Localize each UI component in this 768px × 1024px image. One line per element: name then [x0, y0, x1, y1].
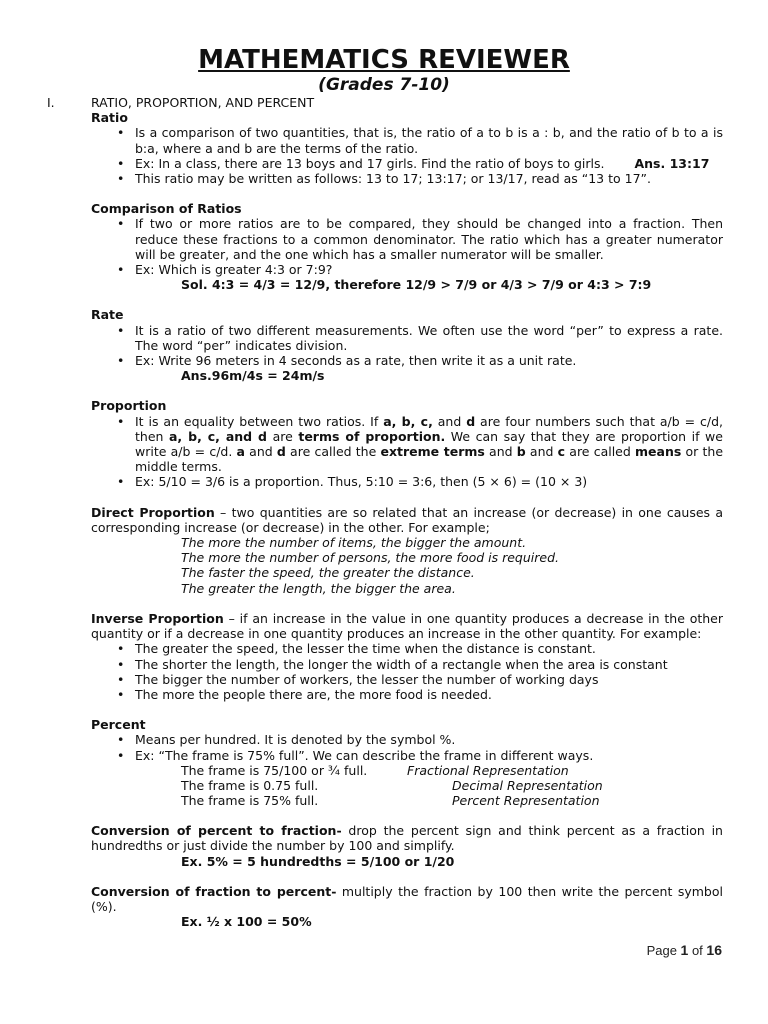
proportion-list [91, 414, 723, 490]
list-item: • Ex: Write 96 meters in 4 seconds as a rate, then write it as a unit rate. [91, 353, 723, 368]
list-item: • This ratio may be written as follows: 13 to 17; 13:17; or 13/17, read as “13 to 17”. [91, 171, 723, 186]
inverse-list [91, 641, 723, 702]
ratio-heading: Ratio [91, 110, 128, 126]
direct-example: The greater the length, the bigger the area. [181, 580, 456, 596]
list-item: • It is an equality between two ratios. If a, b, c, and d are four numbers such that a/b = c/d, then a, b, c, and d are terms of proportion. We can say that they are proportion if we write a/b = c/d. a and d are called the extreme terms and b and c are called means or the middle terms. [91, 414, 723, 475]
section-title: RATIO, PROPORTION, AND PERCENT [91, 95, 315, 110]
section-number: I. [47, 95, 55, 110]
rate-heading: Rate [91, 307, 124, 323]
page-number: 1 [680, 942, 689, 958]
rate-answer: Ans.96m/4s = 24m/s [181, 368, 325, 384]
list-item: • Ex: 5/10 = 3/6 is a proportion. Thus, 5:10 = 3:6, then (5 × 6) = (10 × 3) [91, 474, 723, 489]
list-item: • Ex: “The frame is 75% full”. We can describe the frame in different ways. [91, 748, 723, 763]
page-total: 16 [706, 942, 722, 958]
percent-list [91, 732, 723, 762]
list-item: • Means per hundred. It is denoted by the symbol %. [91, 732, 723, 747]
ratio-answer: Ans. 13:17 [634, 155, 710, 171]
comparison-list [91, 216, 723, 277]
percent-heading: Percent [91, 717, 146, 733]
list-item: • If two or more ratios are to be compared, they should be changed into a fraction. Then reduce these fractions to a common denominator. The ratio which has a greater numerator will be greater, and the one which has a smaller numerator will be smaller. [91, 216, 723, 262]
document-body [47, 95, 724, 930]
representation-row: The frame is 75% full. Percent Representation [181, 793, 600, 809]
proportion-heading: Proportion [91, 398, 167, 414]
direct-example: The more the number of items, the bigger the amount. [181, 535, 527, 551]
conversion-example: Ex. ½ x 100 = 50% [181, 914, 312, 930]
section-heading [47, 95, 723, 110]
direct-example: The more the number of persons, the more food is required. [181, 550, 559, 566]
representation-row: The frame is 75/100 or ¾ full. Fractional Representation [181, 762, 569, 778]
ratio-example: Ex: In a class, there are 13 boys and 17 girls. Find the ratio of boys to girls. [135, 155, 605, 171]
comparison-solution: Sol. 4:3 = 4/3 = 12/9, therefore 12/9 > 7/9 or 4/3 > 7/9 or 4:3 > 7:9 [181, 277, 652, 293]
inverse-proportion-label: Inverse Proportion [91, 610, 224, 626]
direct-proportion-paragraph: Direct Proportion – two quantities are so related that an increase (or decrease) in one causes a corresponding increase (or decrease) in the other. For example; [91, 504, 723, 535]
list-item: • It is a ratio of two different measurements. We often use the word “per” to express a rate. The word “per” indicates division. [91, 323, 723, 353]
direct-example: The faster the speed, the greater the distance. [181, 565, 475, 581]
page-footer: Page 1 of 16 [646, 942, 722, 958]
comparison-heading: Comparison of Ratios [91, 201, 242, 217]
document-title: MATHEMATICS REVIEWER [198, 45, 570, 75]
representation-row: The frame is 0.75 full. Decimal Representation [181, 777, 603, 793]
list-item: • Ex: Which is greater 4:3 or 7:9? [91, 262, 723, 277]
list-item: • The shorter the length, the longer the width of a rectangle when the area is constant [91, 657, 723, 672]
list-item: • The more the people there are, the more food is needed. [91, 687, 723, 702]
document-subtitle: (Grades 7-10) [318, 75, 450, 95]
list-item [91, 156, 723, 171]
ratio-list [91, 125, 723, 186]
list-item: • The greater the speed, the lesser the time when the distance is constant. [91, 641, 723, 656]
conversion-example: Ex. 5% = 5 hundredths = 5/100 or 1/20 [181, 853, 455, 869]
conversion-fraction-to-percent: Conversion of fraction to percent- multiply the fraction by 100 then write the percent symbol (%). [91, 883, 723, 915]
direct-proportion-label: Direct Proportion [91, 504, 215, 520]
inverse-proportion-paragraph: Inverse Proportion – if an increase in the value in one quantity produces a decrease in the other quantity or if a decrease in one quantity produces an increase in the other quantity. For example: [91, 610, 723, 642]
conversion-percent-to-fraction: Conversion of percent to fraction- drop the percent sign and think percent as a fraction in hundredths or just divide the number by 100 and simplify. [91, 823, 723, 854]
list-item: • Is a comparison of two quantities, that is, the ratio of a to b is a : b, and the ratio of b to a is b:a, where a and b are the terms of the ratio. [91, 125, 723, 155]
list-item: • The bigger the number of workers, the lesser the number of working days [91, 672, 723, 687]
rate-list [91, 323, 723, 369]
